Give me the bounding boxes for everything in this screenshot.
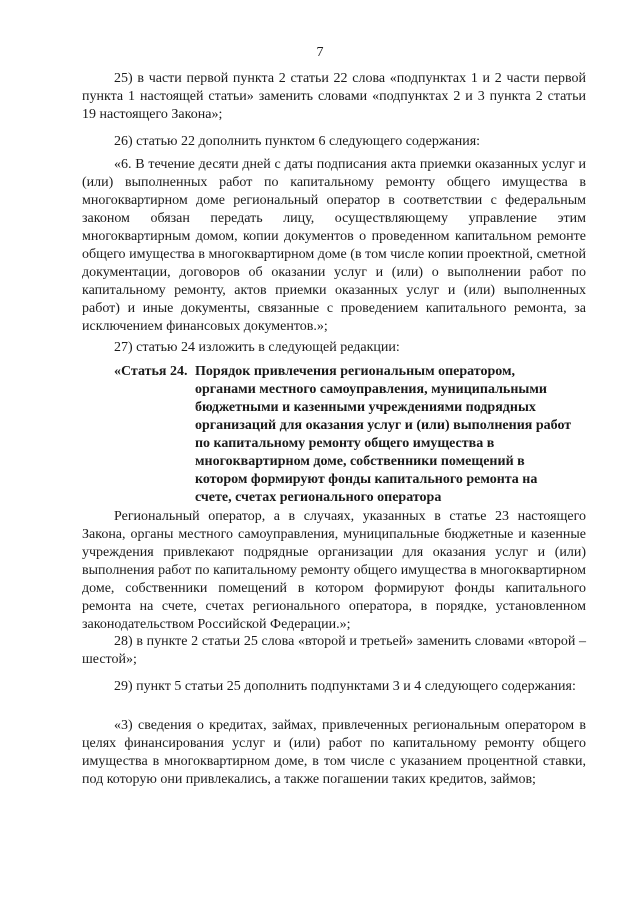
amendment-item-26-text: «6. В течение десяти дней с даты подписания акта приемки оказанных услуг и (или) выполненных работ по капитальному ремонту общего имущества в многоквартирном доме региональный оператор в соответствии с федеральным законом обязан передать лицу, осуществляющему управление этим многоквартирным домом, копии документов о проведенном капитальном ремонте общего имущества в многоквартирном доме (в том числе копии проектной, сметной документации, договоров об оказании услуг и (или) о выполнении работ по капитальному ремонту, актов приемки оказанных услуг и (или) выполненных работ) и иные документы, связанные с проведением капитального ремонта, за исключением финансовых документов.»; [82, 157, 586, 334]
article-24-label: «Статья 24. [114, 364, 188, 379]
page-number: 7 [316, 45, 324, 60]
article-24-title: Порядок привлечения региональным оператором, органами местного самоуправления, муниципальными бюджетными и казенными учреждениями подрядных организаций для оказания услуг и (или) выполнения работ по капитальному ремонту общего имущества в многоквартирном доме, собственники помещений в котором формируют фонды капитального ремонта на счете, счетах регионального оператора [194, 364, 572, 505]
amendment-item-29-text: «3) сведения о кредитах, займах, привлеченных региональным оператором в целях финансирования услуг и (или) работ по капитальному ремонту общего имущества в многоквартирном доме, в том числе с указанием процентной ставки, под которую они привлекались, а также погашении таких кредитов, займов; [82, 718, 586, 787]
amendment-item-29: 29) пункт 5 статьи 25 дополнить подпунктами 3 и 4 следующего содержания: [114, 679, 576, 694]
article-24-body: Региональный оператор, а в случаях, указанных в статье 23 настоящего Закона, органы местного самоуправления, муниципальные бюджетные и казенные учреждения привлекают подрядные организации для оказания услуг и (или) выполнения работ по капитальному ремонту общего имущества в многоквартирном доме, собственники помещений в котором формируют фонды капитального ремонта на счете, счетах регионального оператора, в порядке, установленном законодательством Российской Федерации.»; [82, 509, 586, 632]
article-24-heading [114, 363, 586, 507]
amendment-item-25: 25) в части первой пункта 2 статьи 22 слова «подпунктах 1 и 2 части первой пункта 1 настоящей статьи» заменить словами «подпунктах 2 и 3 пункта 2 статьи 19 настоящего Закона»; [82, 71, 586, 122]
amendment-item-28: 28) в пункте 2 статьи 25 слова «второй и третьей» заменить словами «второй – шестой»; [82, 634, 586, 667]
amendment-item-26: 26) статью 22 дополнить пунктом 6 следующего содержания: [114, 134, 481, 149]
amendment-item-27: 27) статью 24 изложить в следующей редакции: [114, 340, 400, 355]
